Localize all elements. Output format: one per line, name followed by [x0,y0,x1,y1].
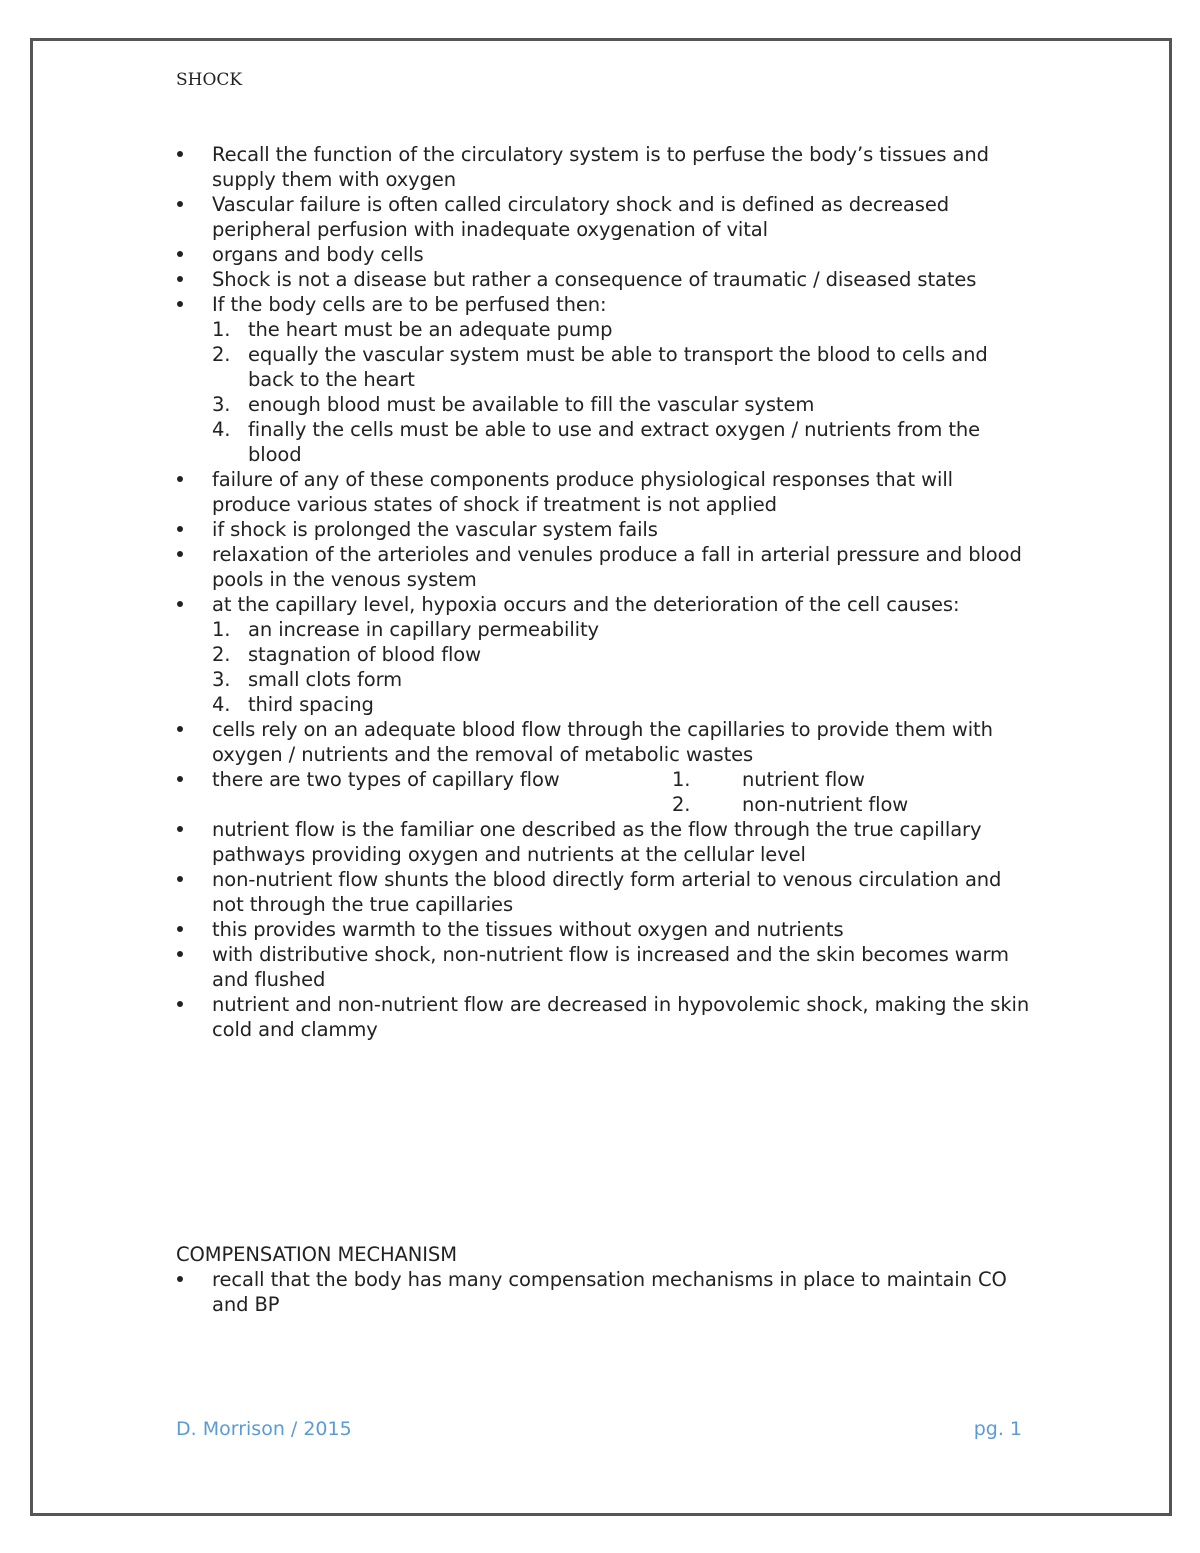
bullet-item: Shock is not a disease but rather a consequence of traumatic / diseased states [176,267,1036,292]
document-body [176,142,1036,1317]
numbered-item: 3. small clots form [212,668,403,691]
bullet-icon [176,867,212,917]
bullet-icon [176,542,212,592]
bullet-icon [176,292,212,317]
bullet-item: cells rely on an adequate blood flow through the capillaries to provide them with oxygen / nutrients and the removal of metabolic wastes [176,717,1036,767]
bullet-item: Recall the function of the circulatory system is to perfuse the body’s tissues and supply them with oxygen [176,142,1036,192]
bullet-icon [176,942,212,992]
numbered-item: 4. finally the cells must be able to use and extract oxygen / nutrients from the blood [212,418,981,466]
footer-page-number: pg. 1 [973,1418,1022,1440]
numbered-item: 2. equally the vascular system must be able to transport the blood to cells and back to the heart [212,343,988,391]
perfusion-requirements-list [176,317,1036,467]
numbered-item: 1. the heart must be an adequate pump [212,318,613,341]
bullet-icon [176,992,212,1042]
bullet-icon [176,817,212,867]
bullet-item: Vascular failure is often called circulatory shock and is defined as decreased peripheral perfusion with inadequate oxygenation of vital [176,192,1036,242]
bullet-item: this provides warmth to the tissues without oxygen and nutrients [176,917,1036,942]
bullet-item-flow-types: there are two types of capillary flow 1. nutrient flow 2. non-nutrient flow [176,767,1036,817]
numbered-item: 2. stagnation of blood flow [212,643,481,666]
bullet-icon [176,717,212,767]
page-title: SHOCK [176,70,243,90]
bullet-item: relaxation of the arterioles and venules produce a fall in arterial pressure and blood pools in the venous system [176,542,1036,592]
numbered-item: 3. enough blood must be available to fill the vascular system [212,393,815,416]
bullet-item: If the body cells are to be perfused then: [176,292,1036,317]
capillary-effects-list [176,617,1036,717]
numbered-item: 1. an increase in capillary permeability [212,618,599,641]
bullet-item: at the capillary level, hypoxia occurs and the deterioration of the cell causes: [176,592,1036,617]
bullet-item: recall that the body has many compensation mechanisms in place to maintain CO and BP [176,1267,1036,1317]
bullet-icon [176,767,212,817]
bullet-icon [176,267,212,292]
bullet-item: nutrient and non-nutrient flow are decreased in hypovolemic shock, making the skin cold and clammy [176,992,1036,1042]
bullet-item: if shock is prolonged the vascular system fails [176,517,1036,542]
bullet-icon [176,142,212,192]
bullet-item: with distributive shock, non-nutrient flow is increased and the skin becomes warm and flushed [176,942,1036,992]
section-heading: COMPENSATION MECHANISM [176,1243,457,1266]
numbered-item: 4. third spacing [212,693,374,716]
bullet-item: nutrient flow is the familiar one described as the flow through the true capillary pathways providing oxygen and nutrients at the cellular level [176,817,1036,867]
bullet-item: failure of any of these components produce physiological responses that will produce various states of shock if treatment is not applied [176,467,1036,517]
bullet-item: organs and body cells [176,242,1036,267]
bullet-icon [176,192,212,242]
bullet-icon [176,467,212,517]
bullet-icon [176,242,212,267]
bullet-icon [176,592,212,617]
bullet-item: non-nutrient flow shunts the blood directly form arterial to venous circulation and not through the true capillaries [176,867,1036,917]
footer-author: D. Morrison / 2015 [176,1418,352,1440]
bullet-icon [176,917,212,942]
bullet-icon [176,1267,212,1317]
bullet-icon [176,517,212,542]
